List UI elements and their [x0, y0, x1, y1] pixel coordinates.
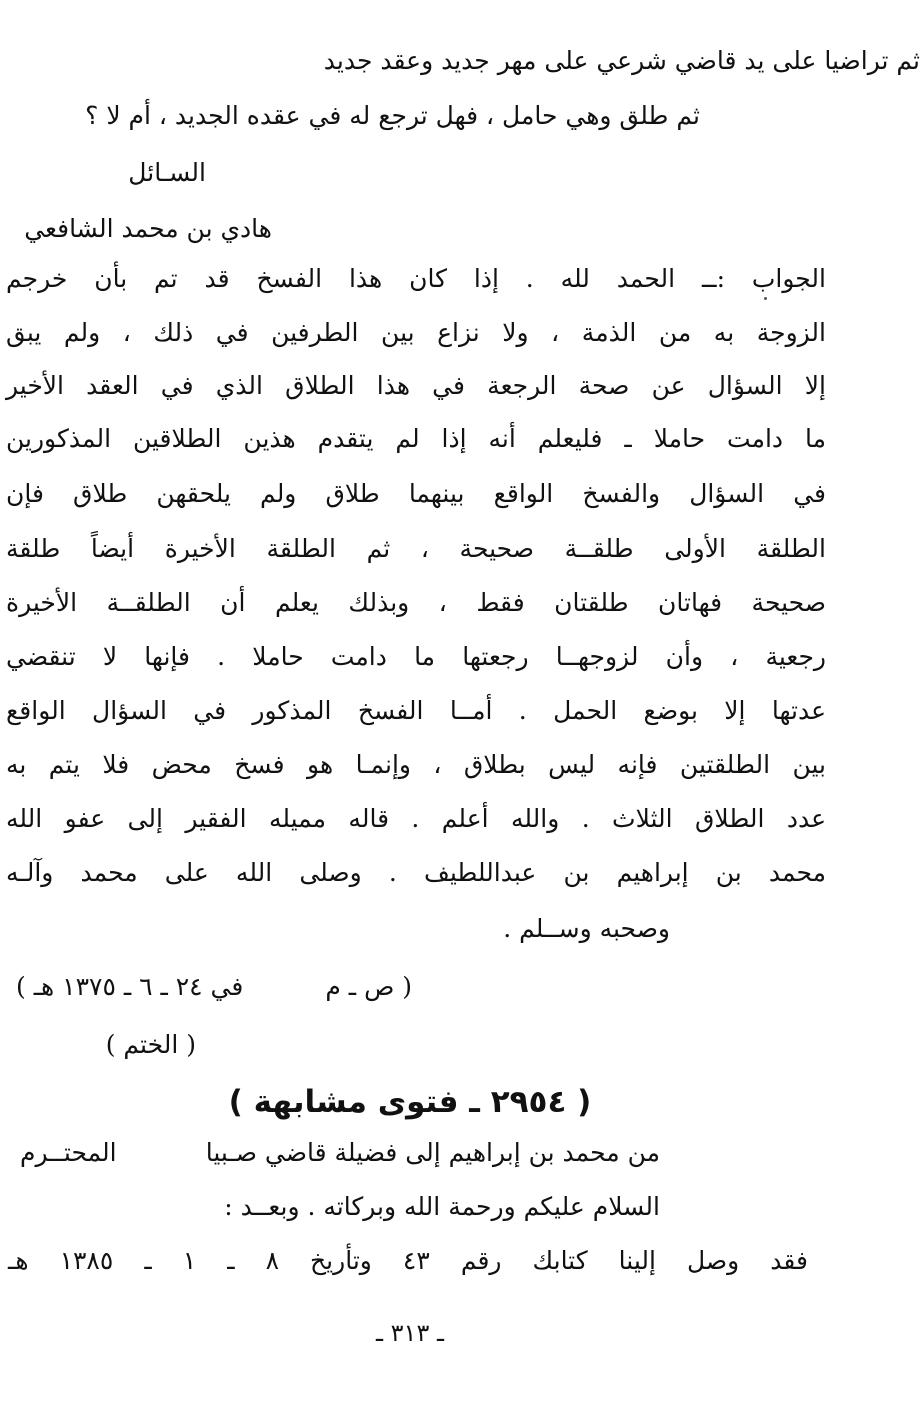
- asker-label: السـائل: [128, 158, 206, 187]
- scan-speck: [764, 297, 767, 300]
- answer-line-5: في السؤال والفسخ الواقع بينهما طلاق ولم يلحقهن طلاق فإن: [6, 479, 826, 508]
- letter-honorific: المحتــرم: [20, 1138, 117, 1167]
- answer-line-9: عدتها إلا بوضع الحمل . أمــا الفسخ المذكور في السؤال الواقع: [6, 696, 826, 725]
- letter-first-line: فقد وصل إلينا كتابك رقم ٤٣ وتأريخ ٨ ـ ١ ـ ١٣٨٥ هـ: [8, 1246, 808, 1275]
- letter-from: من محمد بن إبراهيم إلى فضيلة قاضي صـبيا: [205, 1138, 660, 1167]
- page-number: ـ ٣١٣ ـ: [375, 1319, 444, 1347]
- question-line-1: ثم تراضيا على يد قاضي شرعي على مهر جديد وعقد جديد: [323, 46, 920, 75]
- asker-name: هادي بن محمد الشافعي: [24, 214, 272, 243]
- question-line-2: ثم طلق وهي حامل ، فهل ترجع له في عقده الجديد ، أم لا ؟: [85, 101, 700, 130]
- answer-line-12: محمد بن إبراهيم بن عبداللطيف . وصلى الله على محمد وآلـه: [6, 858, 826, 887]
- answer-line-1: الجواب :ــ الحمد لله . إذا كان هذا الفسخ قد تم بأن خرجم: [6, 264, 826, 293]
- answer-line-11: عدد الطلاق الثلاث . والله أعلم . قاله مميله الفقير إلى عفو الله: [6, 804, 826, 833]
- answer-line-8: رجعية ، وأن لزوجهــا رجعتها ما دامت حاملا . فإنها لا تنقضي: [6, 642, 826, 671]
- answer-line-2: الزوجة به من الذمة ، ولا نزاع بين الطرفين في ذلك ، ولم يبق: [6, 318, 826, 347]
- answer-line-6: الطلقة الأولى طلقــة صحيحة ، ثم الطلقة الأخيرة أيضاً طلقة: [6, 534, 826, 563]
- seal-note: ( الختم ): [105, 1030, 196, 1059]
- answer-line-3: إلا السؤال عن صحة الرجعة في هذا الطلاق الذي في العقد الأخير: [6, 371, 826, 400]
- answer-line-10: بين الطلقتين فإنه ليس بطلاق ، وإنمـا هو فسخ محض فلا يتم به: [6, 750, 826, 779]
- letter-greeting: السلام عليكم ورحمة الله وبركاته . وبعــد :: [224, 1192, 660, 1221]
- answer-line-13: وصحبه وســلم .: [503, 914, 670, 943]
- answer-line-4: ما دامت حاملا ـ فليعلم أنه إذا لم يتقدم هذين الطلاقين المذكورين: [6, 424, 826, 453]
- reference-code: ( ص ـ م: [325, 972, 412, 1001]
- answer-line-7: صحيحة فهاتان طلقتان فقط ، وبذلك يعلم أن الطلقــة الأخيرة: [6, 588, 826, 617]
- section-heading: ( ٢٩٥٤ ـ فتوى مشابهة ): [228, 1084, 592, 1120]
- reference-date: في ٢٤ ـ ٦ ـ ١٣٧٥ هـ ): [16, 972, 244, 1001]
